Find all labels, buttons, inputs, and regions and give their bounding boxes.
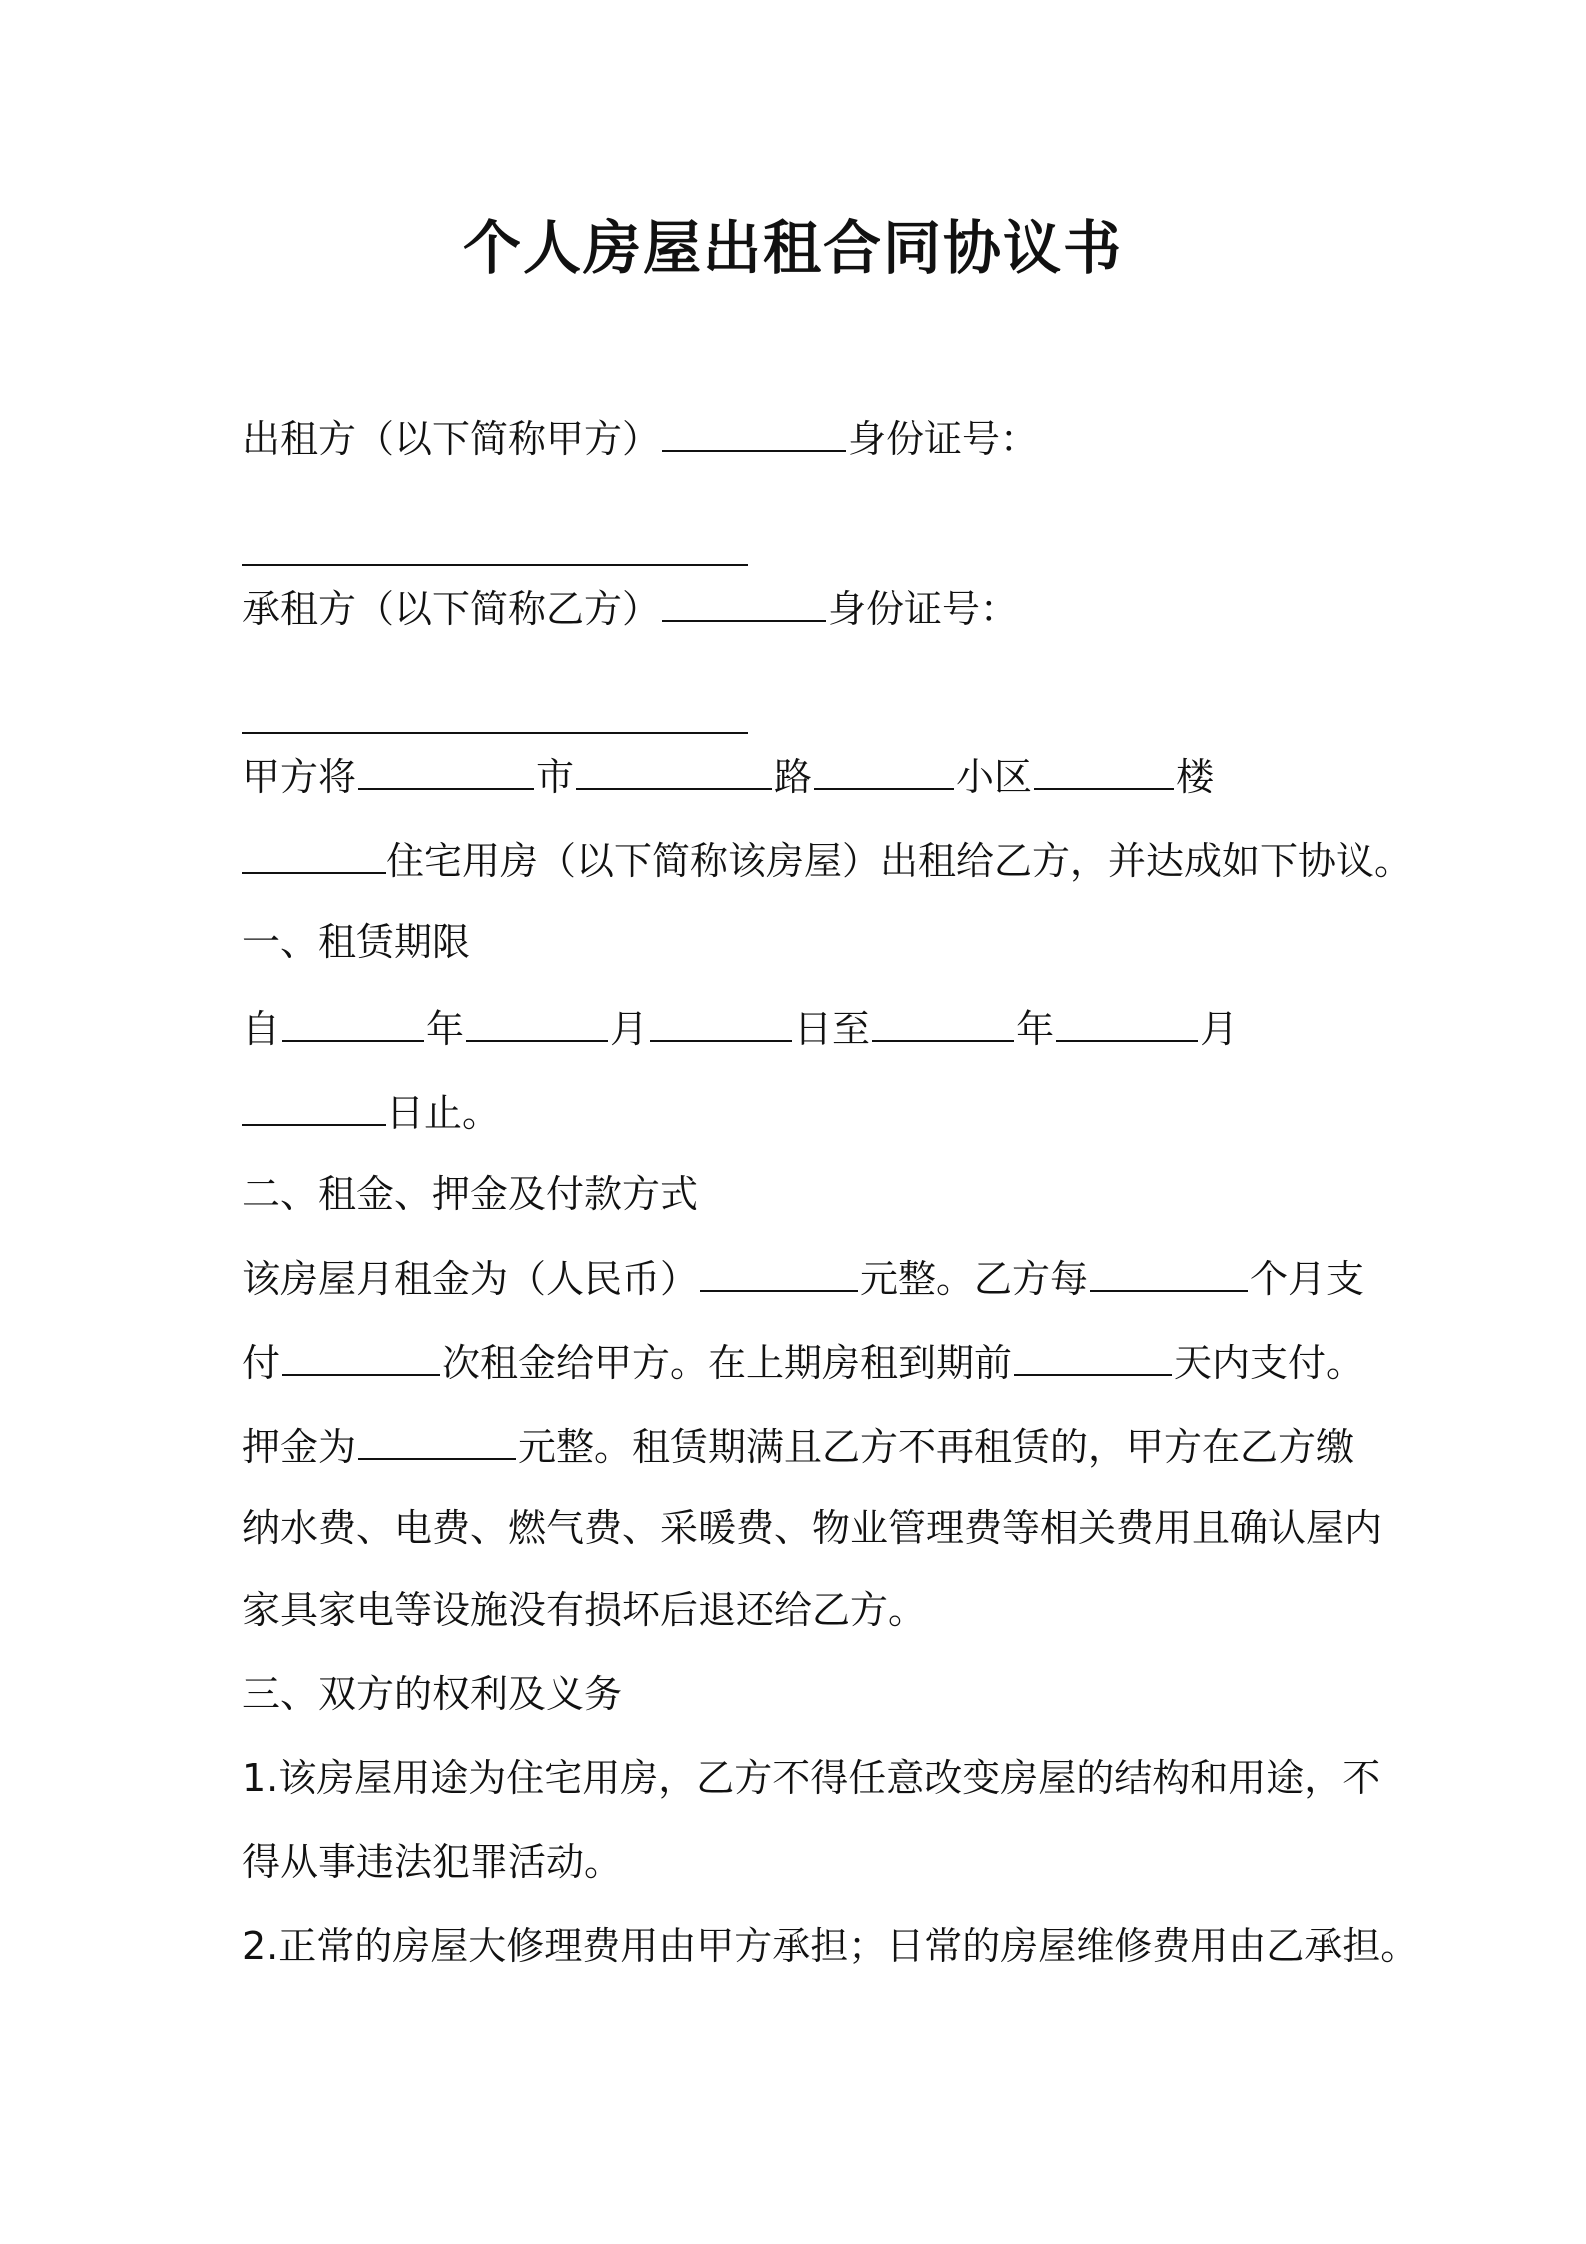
community-blank: [814, 748, 954, 790]
lessor-line: [242, 410, 1038, 462]
term-from: 自: [242, 1007, 281, 1051]
deposit-rest: 元整。租赁期满且乙方不再租赁的，甲方在乙方缴: [518, 1425, 1355, 1469]
lessor-id-label: 身份证号：: [848, 417, 1039, 461]
start-day-blank: [650, 1000, 792, 1042]
address-city: 市: [536, 755, 575, 799]
term-year: 年: [426, 1007, 465, 1051]
item1-line-2: 得从事违法犯罪活动。: [242, 1840, 623, 1884]
rent-months: 个月支: [1250, 1257, 1365, 1301]
rent-months-blank: [1090, 1250, 1248, 1292]
address-building: 楼: [1176, 755, 1215, 799]
deposit-prefix: 押金为: [242, 1425, 357, 1469]
pay-line: [242, 1334, 1364, 1386]
lessee-id-line: [242, 692, 748, 744]
item2-line-1: 2.正常的房屋大修理费用由甲方承担；日常的房屋维修费用由乙承担。: [242, 1924, 1419, 1968]
lessee-label: 承租方（以下简称乙方）: [242, 587, 661, 631]
lessor-label: 出租方（以下简称甲方）: [242, 417, 661, 461]
term-year2: 年: [1016, 1007, 1055, 1051]
deposit-amount-blank: [358, 1418, 516, 1460]
rent-prefix: 该房屋月租金为（人民币）: [242, 1257, 699, 1301]
pay-days: 天内支付。: [1174, 1341, 1365, 1385]
end-month-blank: [1056, 1000, 1198, 1042]
term-month2: 月: [1200, 1007, 1239, 1051]
lessee-line: [242, 580, 1018, 632]
pay-times: 次租金给甲方。在上期房租到期前: [442, 1341, 1013, 1385]
deposit-line-3: 家具家电等设施没有损坏后退还给乙方。: [242, 1588, 927, 1632]
section1-heading: 一、租赁期限: [242, 920, 471, 964]
lessee-name-blank: [662, 580, 826, 622]
lessee-id-blank: [242, 692, 748, 734]
end-year-blank: [872, 1000, 1014, 1042]
address-cont: 住宅用房（以下简称该房屋）出租给乙方，并达成如下协议。: [386, 839, 1413, 883]
deposit-line-2: 纳水费、电费、燃气费、采暖费、物业管理费等相关费用且确认屋内: [242, 1506, 1383, 1550]
rent-line: [242, 1250, 1364, 1302]
road-blank: [576, 748, 772, 790]
end-day-blank: [242, 1084, 386, 1126]
term-month: 月: [610, 1007, 649, 1051]
building-blank: [1034, 748, 1174, 790]
pay-days-blank: [1014, 1334, 1172, 1376]
item1-line-1: 1.该房屋用途为住宅用房，乙方不得任意改变房屋的结构和用途，不: [242, 1756, 1381, 1800]
rent-yuan: 元整。乙方每: [860, 1257, 1089, 1301]
page-title: 个人房屋出租合同协议书: [462, 214, 1123, 282]
start-month-blank: [466, 1000, 608, 1042]
city-blank: [358, 748, 534, 790]
lessor-name-blank: [662, 410, 846, 452]
rent-amount-blank: [700, 1250, 858, 1292]
lessor-id-line: [242, 524, 748, 576]
term-end: 日止。: [386, 1091, 501, 1135]
term-day-to: 日至: [794, 1007, 871, 1051]
lessee-id-label: 身份证号：: [828, 587, 1019, 631]
address-line: [242, 748, 1214, 800]
deposit-line: [242, 1418, 1354, 1470]
section3-heading: 三、双方的权利及义务: [242, 1672, 623, 1716]
lease-term-line-2: [242, 1084, 500, 1136]
pay-prefix: 付: [242, 1341, 281, 1385]
start-year-blank: [282, 1000, 424, 1042]
lessor-id-blank: [242, 524, 748, 566]
address-road: 路: [774, 755, 813, 799]
pay-times-blank: [282, 1334, 440, 1376]
address-community: 小区: [956, 755, 1033, 799]
address-line-2: [242, 832, 1412, 884]
unit-blank: [242, 832, 386, 874]
section2-heading: 二、租金、押金及付款方式: [242, 1172, 699, 1216]
lease-term-line: [242, 1000, 1238, 1052]
address-prefix: 甲方将: [242, 755, 357, 799]
